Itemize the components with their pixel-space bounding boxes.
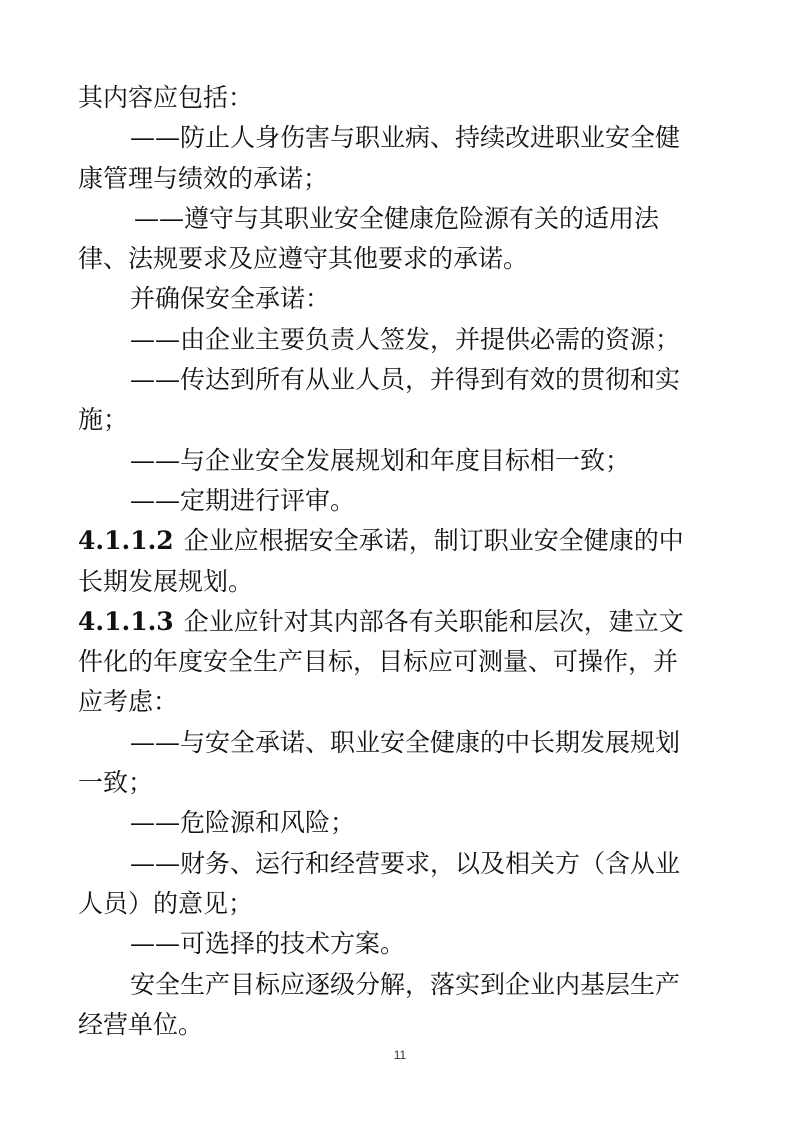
- text-line: 康管理与绩效的承诺；: [78, 163, 329, 193]
- text-line: 长期发展规划。: [78, 566, 254, 596]
- text-line: 施；: [78, 405, 129, 435]
- text-line: 应考虑：: [78, 687, 179, 717]
- text-line: ——由企业主要负责人签发，并提供必需的资源；: [130, 324, 681, 354]
- clause-line: [78, 602, 724, 642]
- text-line: ——与安全承诺、职业安全健康的中长期发展规划: [130, 727, 681, 757]
- text-line: 并确保安全承诺：: [130, 284, 331, 314]
- page-number: 11: [393, 1048, 407, 1062]
- text-line: ——与企业安全发展规划和年度目标相一致；: [130, 445, 631, 475]
- text-line: 安全生产目标应逐级分解，落实到企业内基层生产: [130, 969, 681, 999]
- clause-line: [78, 521, 724, 561]
- clause-number: 4.1.1.2: [78, 526, 174, 556]
- text-line: 律、法规要求及应遵守其他要求的承诺。: [78, 244, 529, 274]
- text-line: 其内容应包括：: [78, 83, 254, 112]
- clause-text: 企业应根据安全承诺，制订职业安全健康的中: [183, 526, 684, 556]
- text-line: ——传达到所有从业人员，并得到有效的贯彻和实: [130, 365, 681, 395]
- text-line: 经营单位。: [78, 1009, 204, 1039]
- text-line: 人员）的意见；: [78, 888, 254, 918]
- clause-text: 企业应针对其内部各有关职能和层次，建立文: [183, 606, 684, 636]
- clause-number: 4.1.1.3: [78, 606, 174, 636]
- text-line: ——定期进行评审。: [130, 485, 356, 515]
- text-line: 件化的年度安全生产目标，目标应可测量、可操作，并: [78, 647, 679, 677]
- text-line: 一致；: [78, 768, 154, 798]
- text-line: ——防止人身伤害与职业病、持续改进职业安全健: [130, 123, 681, 153]
- text-line: ——遵守与其职业安全健康危险源有关的适用法: [134, 203, 660, 233]
- text-line: ——危险源和风险；: [130, 808, 356, 838]
- text-line: ——财务、运行和经营要求，以及相关方（含从业: [130, 848, 681, 878]
- text-line: ——可选择的技术方案。: [130, 929, 406, 959]
- document-body: [78, 78, 724, 1045]
